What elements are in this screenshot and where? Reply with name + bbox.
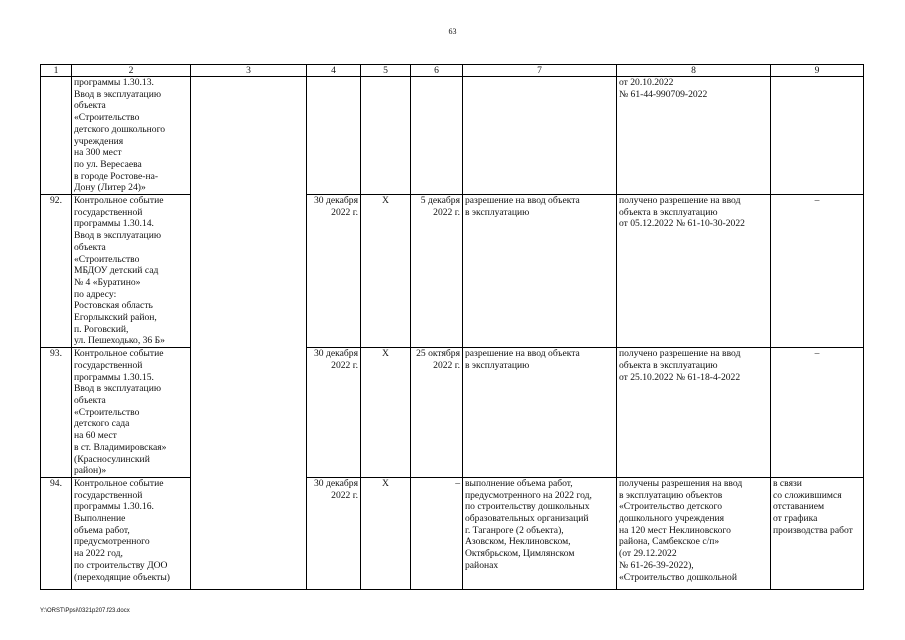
actual-date-line: 25 октября bbox=[416, 348, 460, 360]
report-table bbox=[40, 64, 864, 590]
event-description-line: по строительству ДОО bbox=[74, 559, 168, 571]
actual-result-line: от 05.12.2022 № 61-10-30-2022 bbox=[619, 218, 745, 230]
expected-result-cell bbox=[463, 77, 617, 195]
expected-result-line: районах bbox=[465, 559, 499, 571]
reason-line: в связи bbox=[773, 477, 802, 489]
event-description-line: программы 1.30.15. bbox=[74, 371, 154, 383]
reason-line: производства работ bbox=[773, 524, 853, 536]
actual-result-line: от 25.10.2022 № 61-18-4-2022 bbox=[619, 371, 741, 383]
reason-cell bbox=[771, 195, 864, 348]
event-description-line: в городе Ростове-на- bbox=[74, 170, 159, 182]
header-cell-9: 9 bbox=[771, 65, 864, 77]
header-row bbox=[41, 65, 864, 77]
reason-line: – bbox=[814, 348, 820, 360]
event-description-line: Выполнение bbox=[74, 513, 126, 525]
expected-result-line: выполнение объема работ, bbox=[465, 477, 573, 489]
planned-date-line: 2022 г. bbox=[331, 489, 358, 501]
planned-date-cell bbox=[307, 77, 361, 195]
header-cell-8: 8 bbox=[617, 65, 771, 77]
reason-cell bbox=[771, 477, 864, 589]
actual-result-cell bbox=[617, 77, 771, 195]
header-cell-4: 4 bbox=[307, 65, 361, 77]
event-description-line: учреждения bbox=[74, 135, 124, 147]
actual-result-line: № 61-44-990709-2022 bbox=[619, 88, 708, 100]
actual-result-line: получено разрешение на ввод bbox=[619, 195, 741, 207]
event-description-line: предусмотренного bbox=[74, 536, 150, 548]
actual-date-cell bbox=[411, 348, 463, 478]
forecast-date-cell bbox=[361, 77, 411, 195]
footer-file-path: Y:\ORST\Ppsi\0321p207.f23.docx bbox=[40, 608, 130, 614]
header-cell-3: 3 bbox=[191, 65, 307, 77]
event-description-line: ул. Пешеходько, 36 Б» bbox=[74, 335, 165, 347]
page-number: 63 bbox=[448, 27, 457, 36]
expected-result-line: г. Таганроге (2 объекта), bbox=[465, 524, 564, 536]
responsible-cell bbox=[191, 348, 307, 478]
planned-date-cell bbox=[307, 195, 361, 348]
event-description-line: «Строительство bbox=[74, 253, 140, 265]
event-description-line: на 60 мест bbox=[74, 430, 117, 442]
event-description-line: Егорлыкский район, bbox=[74, 312, 157, 324]
event-description-line: детского дошкольного bbox=[74, 123, 166, 135]
event-description-line: Контрольное событие bbox=[74, 477, 164, 489]
event-description-line: Ввод в эксплуатацию bbox=[74, 383, 161, 395]
table-row bbox=[41, 195, 864, 348]
header-cell-2: 2 bbox=[72, 65, 191, 77]
event-description-line: по ул. Вересаева bbox=[74, 158, 142, 170]
table-row bbox=[41, 477, 864, 589]
planned-date-line: 30 декабря bbox=[314, 477, 358, 489]
actual-date-line: 2022 г. bbox=[433, 206, 460, 218]
event-description-line: в ст. Владимировская» bbox=[74, 441, 167, 453]
actual-date-line: – bbox=[455, 477, 460, 489]
event-description-cell bbox=[72, 348, 191, 478]
reason-line: отставанием bbox=[773, 501, 825, 513]
planned-date-cell bbox=[307, 348, 361, 478]
event-description-line: на 300 мест bbox=[74, 147, 122, 159]
event-description-line: государственной bbox=[74, 206, 143, 218]
expected-result-line: по строительству дошкольных bbox=[465, 501, 590, 513]
event-description-line: Ростовская область bbox=[74, 300, 153, 312]
actual-result-line: объекта в эксплуатацию bbox=[619, 359, 718, 371]
event-description-line: (переходящие объекты) bbox=[74, 571, 170, 583]
expected-result-line: Азовском, Неклиновском, bbox=[465, 536, 571, 548]
forecast-date-cell: Х bbox=[361, 477, 411, 589]
event-description-line: программы 1.30.14. bbox=[74, 218, 154, 230]
event-description-line: Контрольное событие bbox=[74, 195, 164, 207]
actual-date-cell bbox=[411, 77, 463, 195]
event-description-line: государственной bbox=[74, 359, 143, 371]
expected-result-line: предусмотренного на 2022 год, bbox=[465, 489, 592, 501]
expected-result-cell bbox=[463, 348, 617, 478]
actual-result-line: на 120 мест Неклиновского bbox=[619, 524, 731, 536]
table-row bbox=[41, 77, 864, 195]
event-description-line: детского сада bbox=[74, 418, 130, 430]
expected-result-cell bbox=[463, 195, 617, 348]
actual-date-line: 2022 г. bbox=[433, 359, 460, 371]
event-description-line: «Строительство bbox=[74, 406, 140, 418]
event-description-line: объекта bbox=[74, 241, 106, 253]
expected-result-line: в эксплуатацию bbox=[465, 206, 530, 218]
responsible-cell bbox=[191, 77, 307, 195]
event-description-line: Контрольное событие bbox=[74, 348, 164, 360]
event-description-line: МБДОУ детский сад bbox=[74, 265, 159, 277]
planned-date-line: 30 декабря bbox=[314, 348, 358, 360]
event-description-line: программы 1.30.16. bbox=[74, 501, 154, 513]
expected-result-line: разрешение на ввод объекта bbox=[465, 195, 580, 207]
planned-date-line: 2022 г. bbox=[331, 206, 358, 218]
expected-result-line: в эксплуатацию bbox=[465, 359, 530, 371]
actual-result-line: района, Самбекское с/п» bbox=[619, 536, 720, 548]
actual-result-line: от 20.10.2022 bbox=[619, 77, 674, 88]
reason-line: от графика bbox=[773, 513, 818, 525]
event-description-line: программы 1.30.13. bbox=[74, 77, 154, 88]
forecast-date-cell: Х bbox=[361, 195, 411, 348]
planned-date-cell bbox=[307, 477, 361, 589]
event-description-line: Дону (Литер 24)» bbox=[74, 182, 146, 194]
reason-line: со сложившимся bbox=[773, 489, 842, 501]
header-cell-6: 6 bbox=[411, 65, 463, 77]
actual-result-line: № 61-26-39-2022), bbox=[619, 559, 694, 571]
event-description-line: район)» bbox=[74, 465, 107, 477]
event-description-line: п. Роговский, bbox=[74, 323, 129, 335]
event-description-line: Ввод в эксплуатацию bbox=[74, 88, 161, 100]
expected-result-line: образовательных организаций bbox=[465, 513, 589, 525]
row-number-cell: 93. bbox=[41, 348, 72, 478]
event-description-line: по адресу: bbox=[74, 288, 117, 300]
event-description-cell bbox=[72, 195, 191, 348]
reason-line: – bbox=[814, 195, 820, 207]
actual-date-cell bbox=[411, 195, 463, 348]
event-description-line: объекта bbox=[74, 100, 106, 112]
actual-result-cell bbox=[617, 477, 771, 589]
row-number-cell: 92. bbox=[41, 195, 72, 348]
actual-result-cell bbox=[617, 348, 771, 478]
responsible-cell bbox=[191, 477, 307, 589]
row-number-cell: 94. bbox=[41, 477, 72, 589]
table-row bbox=[41, 348, 864, 478]
expected-result-cell bbox=[463, 477, 617, 589]
actual-result-line: в эксплуатацию объектов bbox=[619, 489, 723, 501]
expected-result-line: разрешение на ввод объекта bbox=[465, 348, 580, 360]
row-number-cell bbox=[41, 77, 72, 195]
expected-result-line: Октябрьском, Цимлянском bbox=[465, 548, 575, 560]
event-description-line: государственной bbox=[74, 489, 143, 501]
event-description-line: «Строительство bbox=[74, 112, 140, 124]
event-description-cell bbox=[72, 77, 191, 195]
responsible-cell bbox=[191, 195, 307, 348]
header-cell-5: 5 bbox=[361, 65, 411, 77]
actual-result-line: объекта в эксплуатацию bbox=[619, 206, 718, 218]
actual-result-line: дошкольного учреждения bbox=[619, 513, 725, 525]
actual-result-cell bbox=[617, 195, 771, 348]
event-description-cell bbox=[72, 477, 191, 589]
header-cell-7: 7 bbox=[463, 65, 617, 77]
event-description-line: на 2022 год, bbox=[74, 548, 123, 560]
actual-result-line: (от 29.12.2022 bbox=[619, 548, 677, 560]
event-description-line: Ввод в эксплуатацию bbox=[74, 230, 161, 242]
reason-cell bbox=[771, 348, 864, 478]
actual-date-cell bbox=[411, 477, 463, 589]
header-cell-1: 1 bbox=[41, 65, 72, 77]
actual-result-line: «Строительство дошкольной bbox=[619, 571, 737, 583]
event-description-line: объема работ, bbox=[74, 524, 130, 536]
reason-cell bbox=[771, 77, 864, 195]
actual-date-line: 5 декабря bbox=[420, 195, 460, 207]
actual-result-line: получено разрешение на ввод bbox=[619, 348, 741, 360]
event-description-line: (Красносулинский bbox=[74, 453, 150, 465]
planned-date-line: 30 декабря bbox=[314, 195, 358, 207]
event-description-line: объекта bbox=[74, 394, 106, 406]
event-description-line: № 4 «Буратино» bbox=[74, 276, 141, 288]
actual-result-line: получены разрешения на ввод bbox=[619, 477, 743, 489]
planned-date-line: 2022 г. bbox=[331, 359, 358, 371]
actual-result-line: «Строительство детского bbox=[619, 501, 723, 513]
forecast-date-cell: Х bbox=[361, 348, 411, 478]
